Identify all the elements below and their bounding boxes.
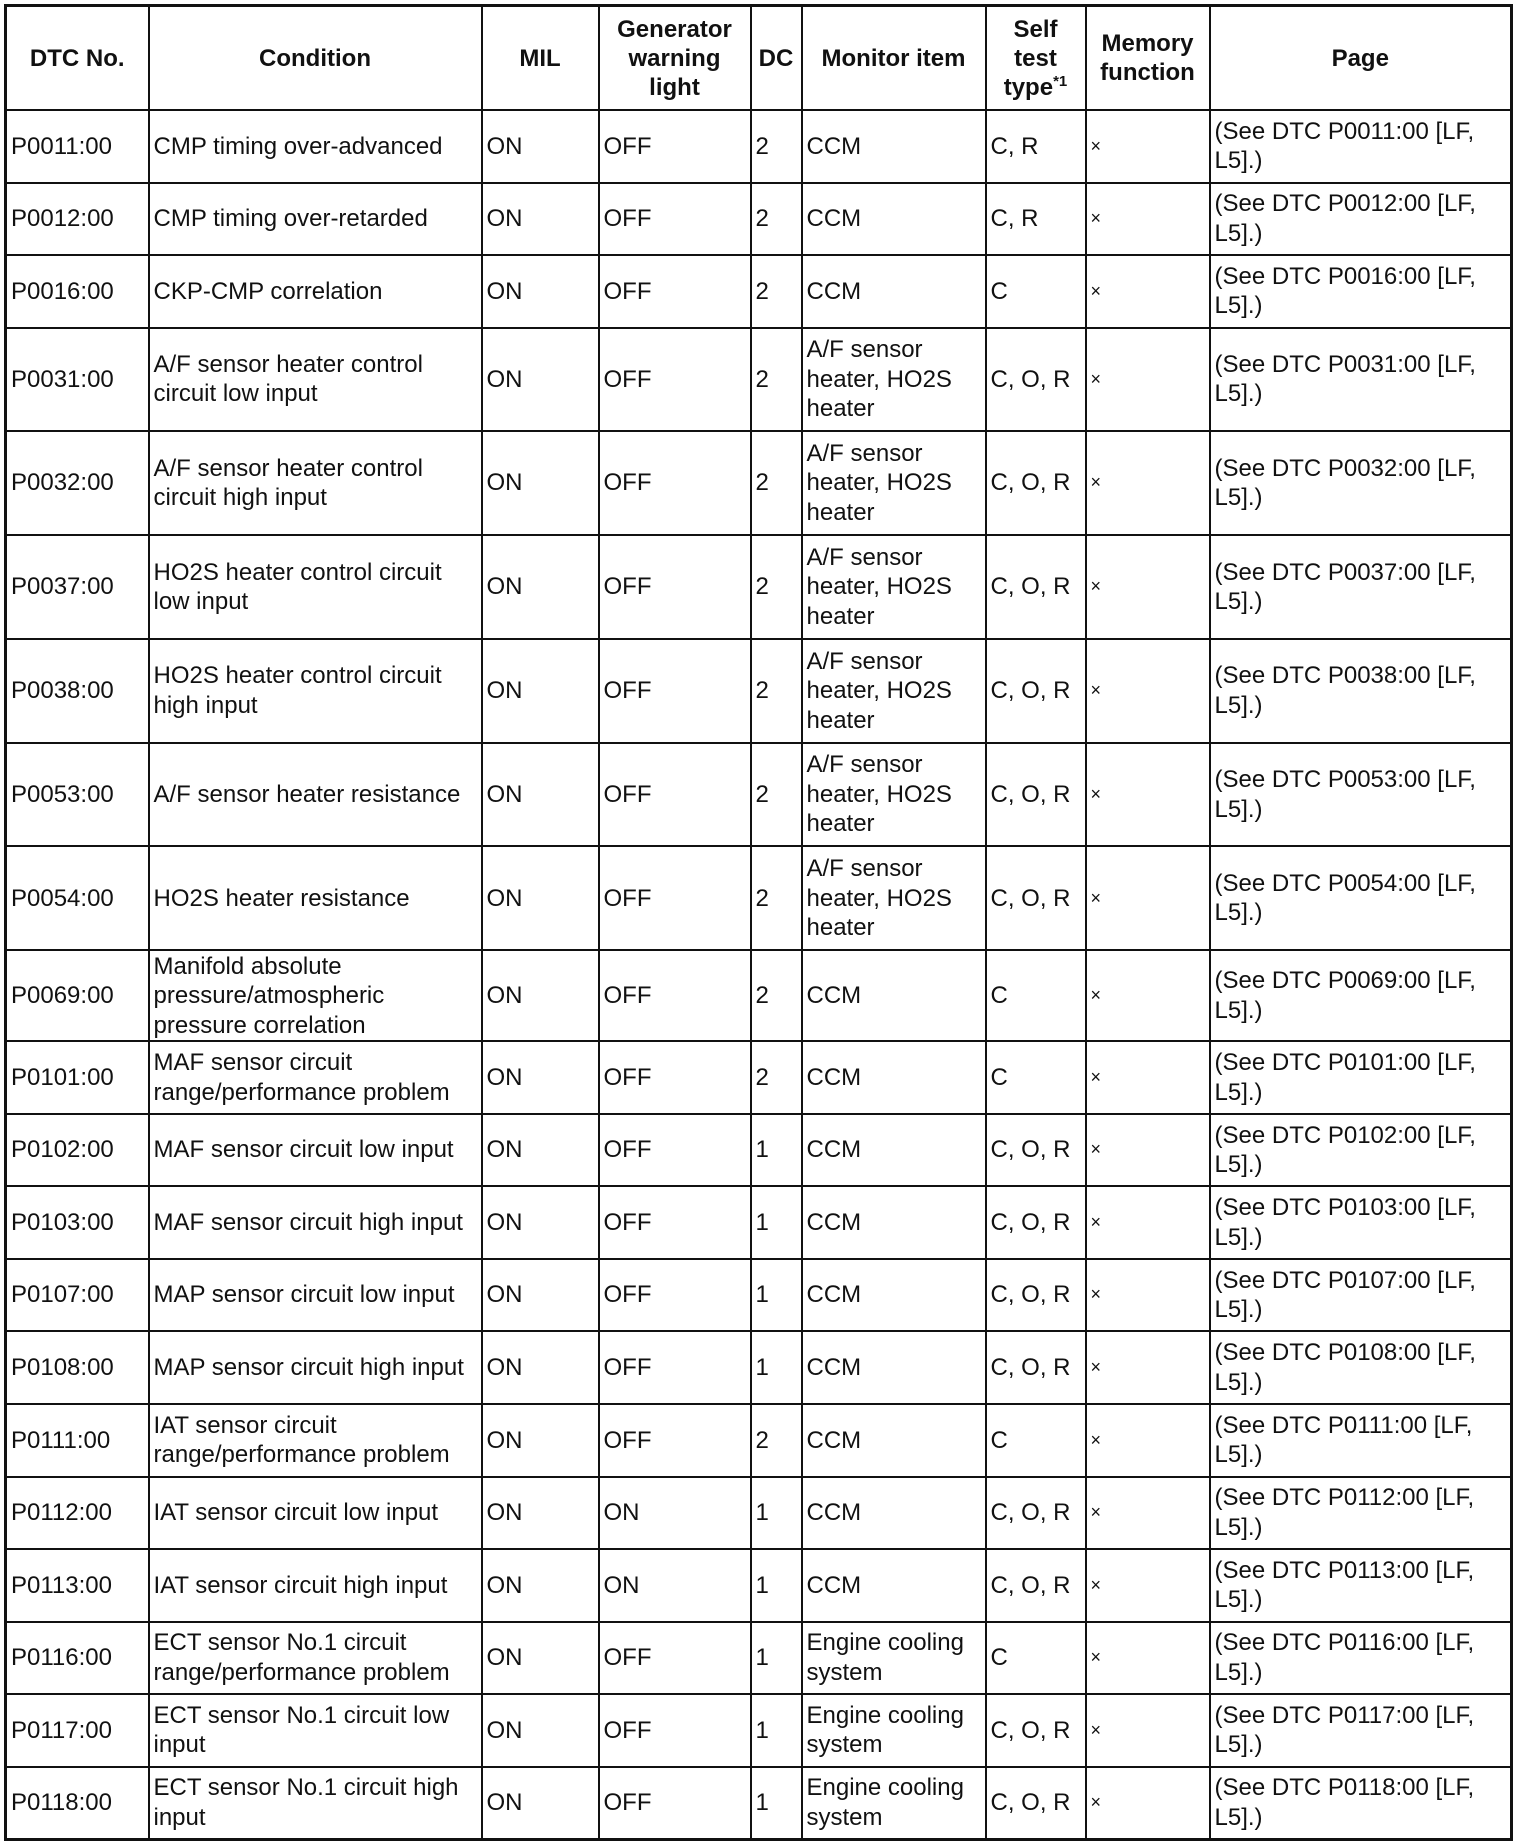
header-monitor-item: Monitor item (802, 6, 986, 111)
cell-self-test-type: C, O, R (986, 1694, 1086, 1767)
cell-dtc-no: P0012:00 (6, 183, 149, 256)
cell-dc: 1 (751, 1622, 802, 1695)
cell-monitor-item: A/F sensor heater, HO2S heater (802, 328, 986, 432)
cell-generator-warning-light: OFF (599, 639, 751, 743)
cell-condition: IAT sensor circuit low input (149, 1477, 482, 1550)
cell-monitor-item: A/F sensor heater, HO2S heater (802, 743, 986, 847)
cell-dc: 2 (751, 1404, 802, 1477)
cell-dc: 1 (751, 1549, 802, 1622)
cell-condition: MAF sensor circuit low input (149, 1114, 482, 1187)
cell-page: (See DTC P0011:00 [LF, L5].) (1210, 110, 1512, 183)
cell-self-test-type: C, O, R (986, 1259, 1086, 1332)
cell-generator-warning-light: OFF (599, 1259, 751, 1332)
cell-dtc-no: P0107:00 (6, 1259, 149, 1332)
cell-condition: CKP-CMP correlation (149, 255, 482, 328)
cell-dtc-no: P0038:00 (6, 639, 149, 743)
header-memory-function: Memory function (1086, 6, 1210, 111)
cell-page: (See DTC P0117:00 [LF, L5].) (1210, 1694, 1512, 1767)
cell-generator-warning-light: OFF (599, 1404, 751, 1477)
cell-mil: ON (482, 1041, 599, 1114)
cell-memory-function: × (1086, 743, 1210, 847)
cell-dc: 2 (751, 1041, 802, 1114)
cell-dtc-no: P0111:00 (6, 1404, 149, 1477)
cell-memory-function: × (1086, 110, 1210, 183)
table-row (6, 255, 1512, 328)
cell-dtc-no: P0108:00 (6, 1331, 149, 1404)
cell-page: (See DTC P0111:00 [LF, L5].) (1210, 1404, 1512, 1477)
cell-self-test-type: C, O, R (986, 535, 1086, 639)
cell-page: (See DTC P0016:00 [LF, L5].) (1210, 255, 1512, 328)
cell-monitor-item: CCM (802, 1259, 986, 1332)
cell-generator-warning-light: OFF (599, 535, 751, 639)
cell-monitor-item: A/F sensor heater, HO2S heater (802, 846, 986, 950)
cell-monitor-item: CCM (802, 1041, 986, 1114)
cell-memory-function: × (1086, 183, 1210, 256)
cell-dtc-no: P0101:00 (6, 1041, 149, 1114)
cell-monitor-item: Engine cooling system (802, 1767, 986, 1840)
cell-self-test-type: C, O, R (986, 431, 1086, 535)
cell-dtc-no: P0011:00 (6, 110, 149, 183)
cell-memory-function: × (1086, 1041, 1210, 1114)
cell-self-test-type: C, O, R (986, 1331, 1086, 1404)
cell-mil: ON (482, 328, 599, 432)
cell-self-test-type: C, O, R (986, 1477, 1086, 1550)
cell-mil: ON (482, 950, 599, 1041)
cell-dc: 2 (751, 639, 802, 743)
cell-condition: MAF sensor circuit range/performance problem (149, 1041, 482, 1114)
cell-condition: ECT sensor No.1 circuit low input (149, 1694, 482, 1767)
cell-condition: HO2S heater control circuit high input (149, 639, 482, 743)
cell-dc: 1 (751, 1694, 802, 1767)
cell-dtc-no: P0102:00 (6, 1114, 149, 1187)
cell-monitor-item: Engine cooling system (802, 1694, 986, 1767)
cell-self-test-type: C, O, R (986, 328, 1086, 432)
cell-self-test-type: C (986, 255, 1086, 328)
cell-dtc-no: P0069:00 (6, 950, 149, 1041)
cell-memory-function: × (1086, 1767, 1210, 1840)
cell-memory-function: × (1086, 1331, 1210, 1404)
cell-condition: ECT sensor No.1 circuit high input (149, 1767, 482, 1840)
cell-generator-warning-light: OFF (599, 1114, 751, 1187)
cell-condition: ECT sensor No.1 circuit range/performance problem (149, 1622, 482, 1695)
cell-page: (See DTC P0054:00 [LF, L5].) (1210, 846, 1512, 950)
cell-page: (See DTC P0118:00 [LF, L5].) (1210, 1767, 1512, 1840)
cell-monitor-item: CCM (802, 1331, 986, 1404)
cell-self-test-type: C (986, 1041, 1086, 1114)
cell-memory-function: × (1086, 1259, 1210, 1332)
cell-mil: ON (482, 1622, 599, 1695)
table-row (6, 535, 1512, 639)
cell-monitor-item: CCM (802, 1549, 986, 1622)
cell-condition: HO2S heater resistance (149, 846, 482, 950)
cell-mil: ON (482, 183, 599, 256)
cell-mil: ON (482, 255, 599, 328)
cell-self-test-type: C (986, 950, 1086, 1041)
table-row (6, 183, 1512, 256)
table-row (6, 1622, 1512, 1695)
cell-page: (See DTC P0116:00 [LF, L5].) (1210, 1622, 1512, 1695)
header-generator-warning-light: Generator warning light (599, 6, 751, 111)
cell-self-test-type: C (986, 1404, 1086, 1477)
cell-self-test-type: C, R (986, 110, 1086, 183)
cell-dc: 2 (751, 535, 802, 639)
cell-mil: ON (482, 1549, 599, 1622)
cell-monitor-item: A/F sensor heater, HO2S heater (802, 639, 986, 743)
table-row (6, 431, 1512, 535)
cell-memory-function: × (1086, 1622, 1210, 1695)
dtc-table (4, 4, 1513, 1841)
cell-dtc-no: P0016:00 (6, 255, 149, 328)
header-mil: MIL (482, 6, 599, 111)
table-row (6, 328, 1512, 432)
cell-condition: CMP timing over-retarded (149, 183, 482, 256)
cell-dc: 2 (751, 328, 802, 432)
cell-dc: 1 (751, 1186, 802, 1259)
cell-memory-function: × (1086, 535, 1210, 639)
table-row (6, 1041, 1512, 1114)
cell-dtc-no: P0103:00 (6, 1186, 149, 1259)
cell-generator-warning-light: OFF (599, 255, 751, 328)
cell-monitor-item: CCM (802, 1404, 986, 1477)
cell-monitor-item: CCM (802, 183, 986, 256)
cell-memory-function: × (1086, 1114, 1210, 1187)
cell-page: (See DTC P0069:00 [LF, L5].) (1210, 950, 1512, 1041)
cell-page: (See DTC P0101:00 [LF, L5].) (1210, 1041, 1512, 1114)
cell-page: (See DTC P0053:00 [LF, L5].) (1210, 743, 1512, 847)
cell-memory-function: × (1086, 1404, 1210, 1477)
cell-memory-function: × (1086, 1477, 1210, 1550)
cell-memory-function: × (1086, 639, 1210, 743)
cell-dc: 1 (751, 1477, 802, 1550)
cell-condition: A/F sensor heater control circuit high input (149, 431, 482, 535)
table-row (6, 1331, 1512, 1404)
table-row (6, 1259, 1512, 1332)
cell-self-test-type: C, O, R (986, 1186, 1086, 1259)
cell-memory-function: × (1086, 1549, 1210, 1622)
cell-page: (See DTC P0113:00 [LF, L5].) (1210, 1549, 1512, 1622)
cell-mil: ON (482, 1259, 599, 1332)
cell-dtc-no: P0118:00 (6, 1767, 149, 1840)
cell-self-test-type: C, O, R (986, 1767, 1086, 1840)
cell-monitor-item: CCM (802, 1114, 986, 1187)
table-row (6, 1767, 1512, 1840)
cell-page: (See DTC P0031:00 [LF, L5].) (1210, 328, 1512, 432)
cell-memory-function: × (1086, 431, 1210, 535)
cell-dc: 2 (751, 110, 802, 183)
cell-condition: MAF sensor circuit high input (149, 1186, 482, 1259)
cell-mil: ON (482, 1767, 599, 1840)
cell-mil: ON (482, 1331, 599, 1404)
cell-mil: ON (482, 535, 599, 639)
cell-generator-warning-light: OFF (599, 431, 751, 535)
cell-dtc-no: P0112:00 (6, 1477, 149, 1550)
cell-page: (See DTC P0037:00 [LF, L5].) (1210, 535, 1512, 639)
cell-monitor-item: CCM (802, 255, 986, 328)
cell-generator-warning-light: OFF (599, 183, 751, 256)
cell-mil: ON (482, 1477, 599, 1550)
cell-monitor-item: CCM (802, 1477, 986, 1550)
cell-self-test-type: C (986, 1622, 1086, 1695)
cell-mil: ON (482, 743, 599, 847)
header-row (6, 6, 1512, 111)
cell-dc: 1 (751, 1767, 802, 1840)
cell-generator-warning-light: OFF (599, 1331, 751, 1404)
cell-dc: 2 (751, 846, 802, 950)
cell-memory-function: × (1086, 950, 1210, 1041)
cell-condition: MAP sensor circuit low input (149, 1259, 482, 1332)
table-row (6, 1549, 1512, 1622)
cell-self-test-type: C, O, R (986, 1549, 1086, 1622)
cell-condition: A/F sensor heater control circuit low input (149, 328, 482, 432)
cell-generator-warning-light: OFF (599, 1694, 751, 1767)
cell-dc: 2 (751, 950, 802, 1041)
cell-monitor-item: CCM (802, 1186, 986, 1259)
cell-self-test-type: C, O, R (986, 743, 1086, 847)
header-page: Page (1210, 6, 1512, 111)
cell-dc: 2 (751, 743, 802, 847)
table-body (6, 110, 1512, 1840)
header-self-test-label: Self test type (1003, 15, 1058, 101)
cell-page: (See DTC P0108:00 [LF, L5].) (1210, 1331, 1512, 1404)
cell-page: (See DTC P0012:00 [LF, L5].) (1210, 183, 1512, 256)
cell-dc: 1 (751, 1331, 802, 1404)
cell-mil: ON (482, 431, 599, 535)
cell-memory-function: × (1086, 255, 1210, 328)
table-row (6, 1477, 1512, 1550)
cell-dtc-no: P0054:00 (6, 846, 149, 950)
cell-dtc-no: P0113:00 (6, 1549, 149, 1622)
cell-dtc-no: P0053:00 (6, 743, 149, 847)
header-condition: Condition (149, 6, 482, 111)
table-row (6, 846, 1512, 950)
cell-generator-warning-light: OFF (599, 110, 751, 183)
table-row (6, 950, 1512, 1041)
header-self-test-type (986, 6, 1086, 111)
table-row (6, 1404, 1512, 1477)
table-row (6, 1186, 1512, 1259)
cell-monitor-item: CCM (802, 110, 986, 183)
cell-dtc-no: P0032:00 (6, 431, 149, 535)
cell-page: (See DTC P0032:00 [LF, L5].) (1210, 431, 1512, 535)
cell-page: (See DTC P0107:00 [LF, L5].) (1210, 1259, 1512, 1332)
cell-dtc-no: P0117:00 (6, 1694, 149, 1767)
cell-dc: 2 (751, 255, 802, 328)
cell-dc: 1 (751, 1259, 802, 1332)
cell-generator-warning-light: OFF (599, 846, 751, 950)
cell-condition: HO2S heater control circuit low input (149, 535, 482, 639)
cell-memory-function: × (1086, 1186, 1210, 1259)
cell-generator-warning-light: OFF (599, 1767, 751, 1840)
header-dtc-no: DTC No. (6, 6, 149, 111)
cell-dc: 1 (751, 1114, 802, 1187)
cell-condition: IAT sensor circuit range/performance problem (149, 1404, 482, 1477)
cell-dtc-no: P0037:00 (6, 535, 149, 639)
cell-monitor-item: CCM (802, 950, 986, 1041)
cell-memory-function: × (1086, 328, 1210, 432)
cell-condition: A/F sensor heater resistance (149, 743, 482, 847)
cell-monitor-item: A/F sensor heater, HO2S heater (802, 431, 986, 535)
cell-memory-function: × (1086, 1694, 1210, 1767)
cell-generator-warning-light: OFF (599, 950, 751, 1041)
cell-self-test-type: C, O, R (986, 1114, 1086, 1187)
cell-generator-warning-light: OFF (599, 1622, 751, 1695)
table-row (6, 639, 1512, 743)
cell-mil: ON (482, 846, 599, 950)
cell-condition: MAP sensor circuit high input (149, 1331, 482, 1404)
cell-dc: 2 (751, 431, 802, 535)
cell-condition: CMP timing over-advanced (149, 110, 482, 183)
cell-monitor-item: A/F sensor heater, HO2S heater (802, 535, 986, 639)
table-row (6, 110, 1512, 183)
cell-condition: IAT sensor circuit high input (149, 1549, 482, 1622)
cell-page: (See DTC P0103:00 [LF, L5].) (1210, 1186, 1512, 1259)
cell-condition: Manifold absolute pressure/atmospheric pressure correlation (149, 950, 482, 1041)
cell-memory-function: × (1086, 846, 1210, 950)
cell-page: (See DTC P0112:00 [LF, L5].) (1210, 1477, 1512, 1550)
cell-generator-warning-light: OFF (599, 328, 751, 432)
cell-dtc-no: P0031:00 (6, 328, 149, 432)
cell-self-test-type: C, O, R (986, 639, 1086, 743)
table-row (6, 1114, 1512, 1187)
cell-mil: ON (482, 1694, 599, 1767)
cell-self-test-type: C, R (986, 183, 1086, 256)
cell-self-test-type: C, O, R (986, 846, 1086, 950)
cell-generator-warning-light: ON (599, 1549, 751, 1622)
cell-generator-warning-light: ON (599, 1477, 751, 1550)
cell-mil: ON (482, 1114, 599, 1187)
cell-mil: ON (482, 110, 599, 183)
cell-dtc-no: P0116:00 (6, 1622, 149, 1695)
cell-dc: 2 (751, 183, 802, 256)
cell-mil: ON (482, 1186, 599, 1259)
cell-mil: ON (482, 639, 599, 743)
header-self-test-footnote: *1 (1053, 72, 1068, 90)
cell-page: (See DTC P0102:00 [LF, L5].) (1210, 1114, 1512, 1187)
cell-generator-warning-light: OFF (599, 1041, 751, 1114)
header-dc: DC (751, 6, 802, 111)
cell-monitor-item: Engine cooling system (802, 1622, 986, 1695)
cell-generator-warning-light: OFF (599, 1186, 751, 1259)
table-row (6, 743, 1512, 847)
cell-generator-warning-light: OFF (599, 743, 751, 847)
cell-page: (See DTC P0038:00 [LF, L5].) (1210, 639, 1512, 743)
cell-mil: ON (482, 1404, 599, 1477)
table-row (6, 1694, 1512, 1767)
